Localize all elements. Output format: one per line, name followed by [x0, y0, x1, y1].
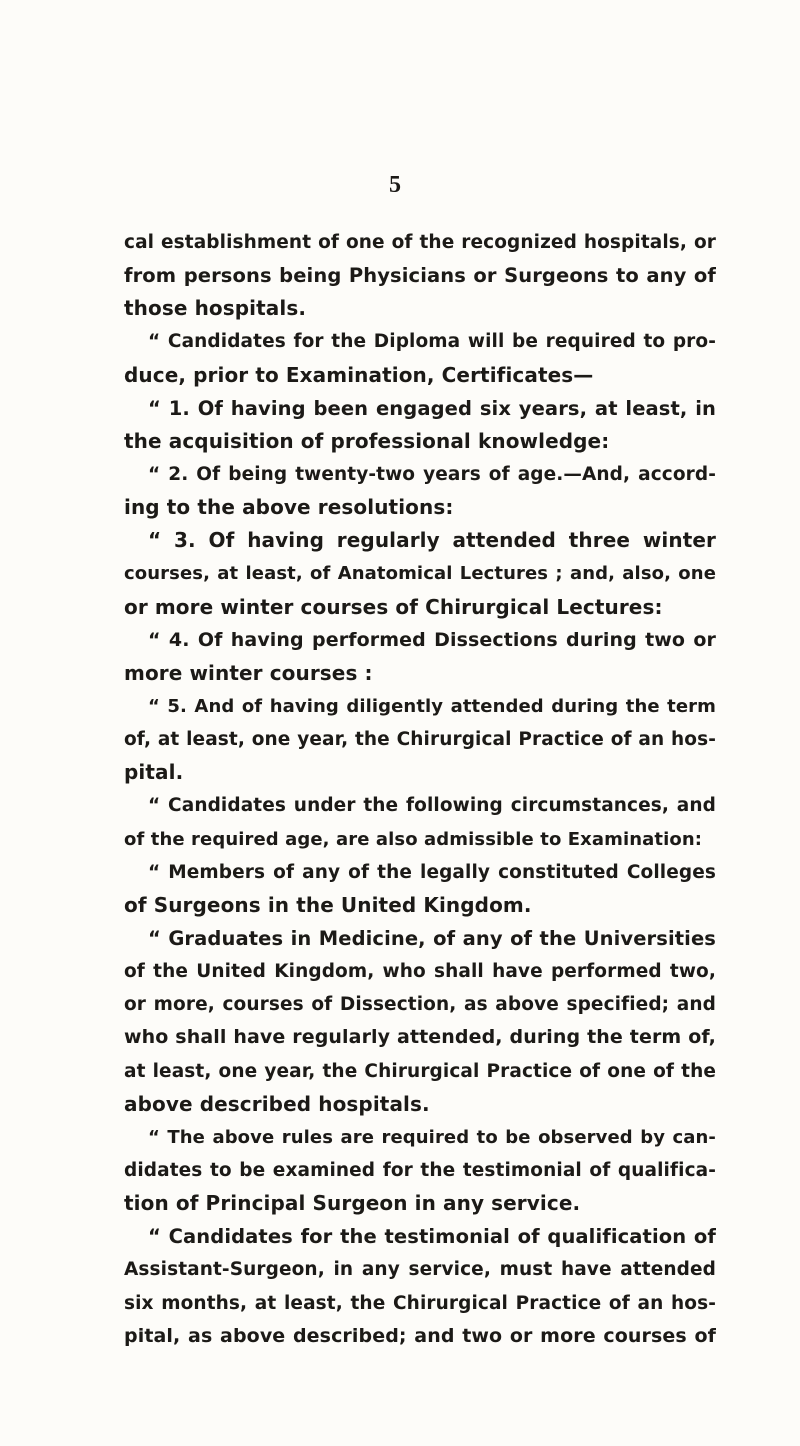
- text-line: pital, as above described; and two or more courses of: [124, 1324, 716, 1347]
- text-line: “ Members of any of the legally constituted Colleges: [148, 861, 716, 883]
- text-line: more winter courses :: [124, 660, 373, 685]
- text-line: at least, one year, the Chirurgical Practice of one of the: [124, 1060, 716, 1082]
- text-line: who shall have regularly attended, during the term of,: [124, 1026, 716, 1049]
- text-line: duce, prior to Examination, Certificates—: [124, 362, 594, 387]
- text-line: above described hospitals.: [124, 1091, 430, 1116]
- text-line: of the required age, are also admissible to Examination:: [124, 828, 703, 850]
- text-line: “ 4. Of having performed Dissections during two or: [148, 628, 716, 651]
- text-line: “ 3. Of having regularly attended three winter: [148, 528, 716, 553]
- text-line: “ Graduates in Medicine, of any of the Universities: [148, 926, 716, 950]
- text-line: those hospitals.: [124, 296, 307, 321]
- text-line: of Surgeons in the United Kingdom.: [124, 892, 532, 917]
- text-line: cal establishment of one of the recognized hospitals, or: [124, 232, 716, 253]
- text-line: from persons being Physicians or Surgeons to any of: [124, 264, 716, 288]
- text-line: “ 2. Of being twenty-two years of age.—And, accord-: [148, 463, 716, 485]
- text-line: of the United Kingdom, who shall have performed two,: [124, 961, 716, 983]
- text-line: of, at least, one year, the Chirurgical Practice of an hos-: [124, 729, 716, 751]
- text-line: “ 5. And of having diligently attended during the term: [148, 695, 716, 717]
- text-line: the acquisition of professional knowledge:: [124, 428, 610, 453]
- text-line: six months, at least, the Chirurgical Practice of an hos-: [124, 1292, 716, 1314]
- text-line: “ Candidates for the testimonial of qualification of: [148, 1225, 716, 1249]
- text-line: ing to the above resolutions:: [124, 495, 454, 520]
- text-line: “ Candidates for the Diploma will be required to pro-: [148, 331, 716, 353]
- text-line: “ The above rules are required to be observed by can-: [148, 1126, 716, 1148]
- text-line: Assistant-Surgeon, in any service, must have attended: [124, 1259, 716, 1281]
- text-line: tion of Principal Surgeon in any service.: [124, 1191, 581, 1216]
- text-line: or more winter courses of Chirurgical Lectures:: [124, 594, 663, 619]
- text-line: “ 1. Of having been engaged six years, at least, in: [148, 396, 716, 420]
- page-number: 5: [389, 172, 401, 198]
- text-line: or more, courses of Dissection, as above specified; and: [124, 994, 716, 1016]
- body-text: [124, 226, 716, 1353]
- text-line: didates to be examined for the testimonial of qualifica-: [124, 1159, 716, 1181]
- text-line: courses, at least, of Anatomical Lectures ; and, also, one: [124, 563, 716, 585]
- text-line: “ Candidates under the following circumstances, and: [148, 795, 716, 817]
- text-line: pital.: [124, 760, 184, 785]
